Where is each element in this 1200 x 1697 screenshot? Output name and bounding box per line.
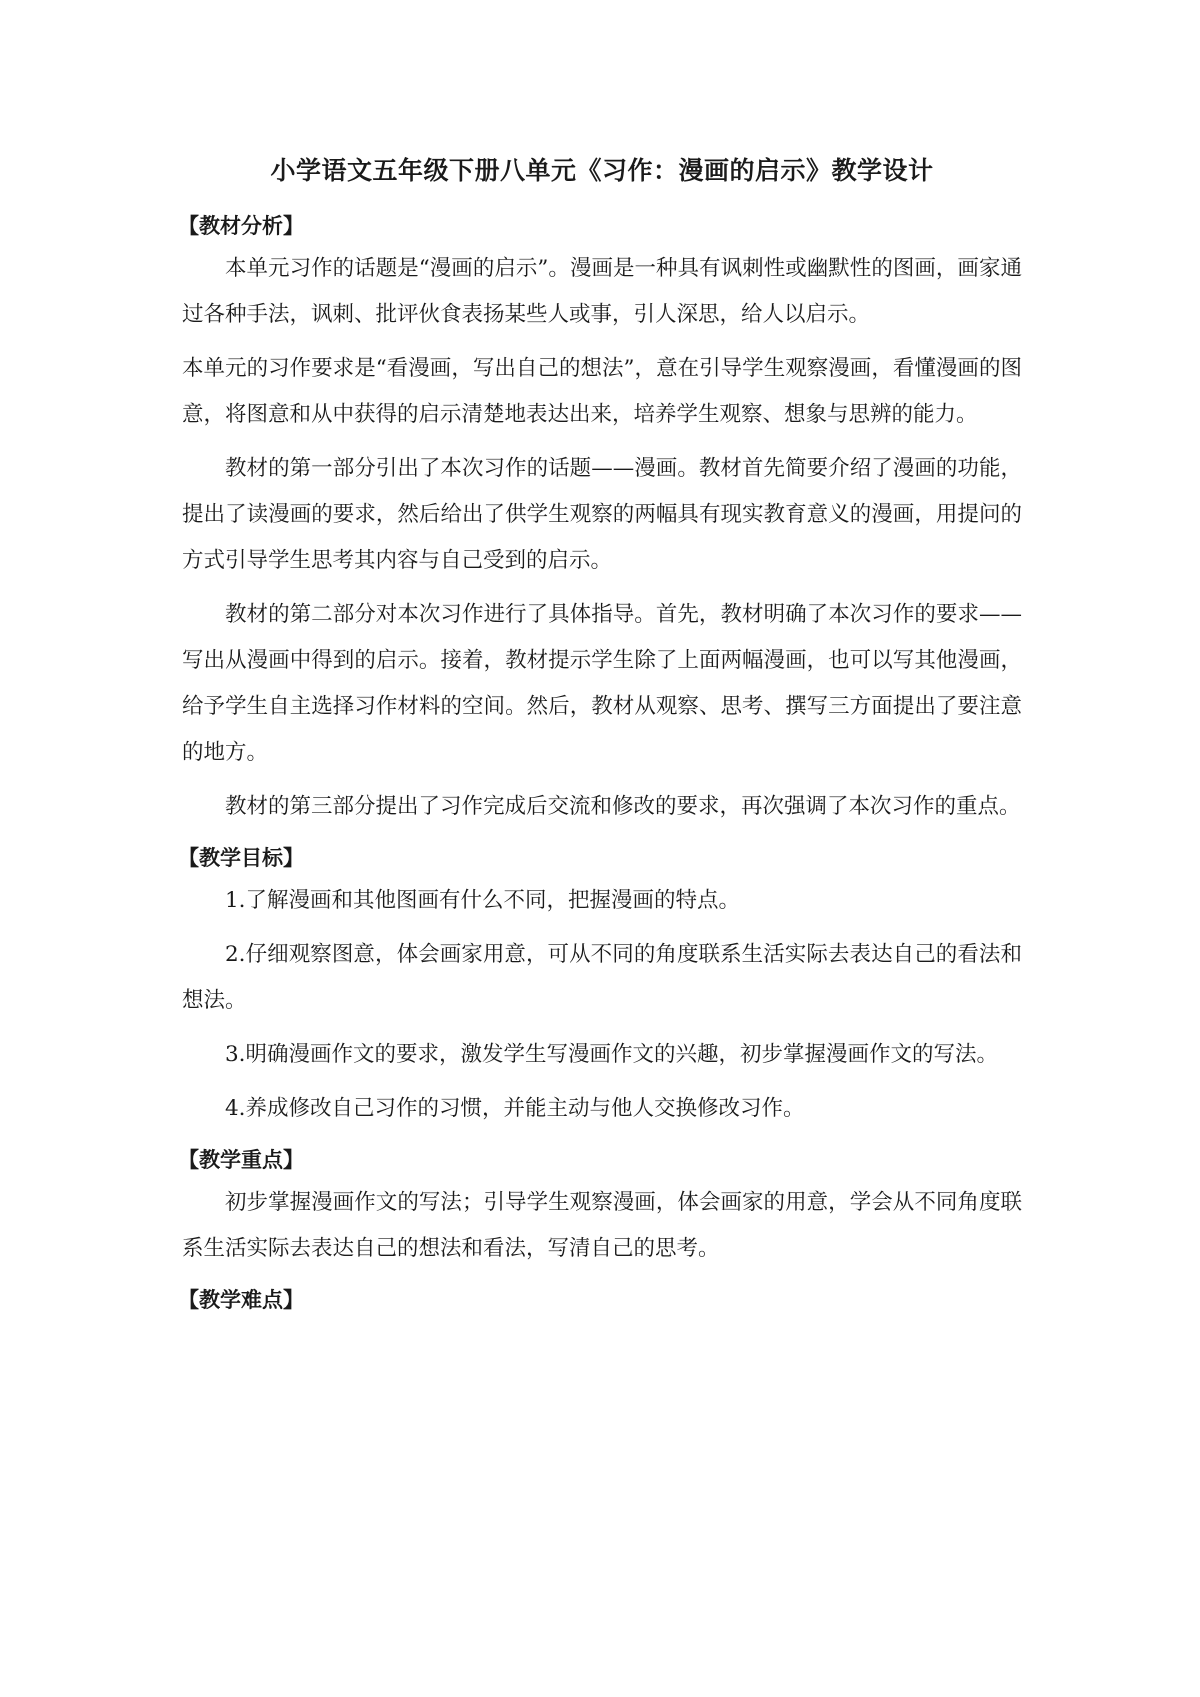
heading-keypoints: 【教学重点】 [178, 1148, 304, 1172]
analysis-paragraph-4: 教材的第二部分对本次习作进行了具体指导。首先，教材明确了本次习作的要求——写出从漫画中得到的启示。接着，教材提示学生除了上面两幅漫画，也可以写其他漫画，给予学生自主选择习作材料的空间。然后，教材从观察、思考、撰写三方面提出了要注意的地方。 [182, 602, 1022, 765]
keypoints-paragraph: 初步掌握漫画作文的写法；引导学生观察漫画，体会画家的用意，学会从不同角度联系生活实际去表达自己的想法和看法，写清自己的思考。 [182, 1190, 1022, 1261]
heading-difficulties: 【教学难点】 [178, 1288, 304, 1312]
section-analysis [178, 206, 1022, 830]
goal-item-3: 3.明确漫画作文的要求，激发学生写漫画作文的兴趣，初步掌握漫画作文的写法。 [225, 1042, 999, 1067]
analysis-paragraph-5: 教材的第三部分提出了习作完成后交流和修改的要求，再次强调了本次习作的重点。 [225, 794, 1021, 819]
section-difficulties [178, 1280, 1022, 1320]
heading-analysis: 【教材分析】 [178, 214, 304, 238]
document-page [178, 150, 1022, 1326]
goal-item-2: 2.仔细观察图意，体会画家用意，可从不同的角度联系生活实际去表达自己的看法和想法。 [182, 942, 1022, 1013]
section-goals [178, 838, 1022, 1132]
goal-item-1: 1.了解漫画和其他图画有什么不同，把握漫画的特点。 [225, 888, 741, 913]
goal-item-4: 4.养成修改自己习作的习惯，并能主动与他人交换修改习作。 [225, 1096, 805, 1121]
section-keypoints [178, 1140, 1022, 1272]
analysis-paragraph-2: 本单元的习作要求是“看漫画，写出自己的想法”，意在引导学生观察漫画，看懂漫画的图意，将图意和从中获得的启示清楚地表达出来，培养学生观察、想象与思辨的能力。 [182, 356, 1022, 427]
analysis-paragraph-1: 本单元习作的话题是“漫画的启示”。漫画是一种具有讽刺性或幽默性的图画，画家通过各种手法，讽刺、批评伙食表扬某些人或事，引人深思，给人以启示。 [182, 256, 1022, 327]
heading-goals: 【教学目标】 [178, 846, 304, 870]
analysis-paragraph-3: 教材的第一部分引出了本次习作的话题——漫画。教材首先简要介绍了漫画的功能，提出了读漫画的要求，然后给出了供学生观察的两幅具有现实教育意义的漫画，用提问的方式引导学生思考其内容与自己受到的启示。 [182, 456, 1022, 573]
document-title: 小学语文五年级下册八单元《习作：漫画的启示》教学设计 [270, 156, 934, 185]
